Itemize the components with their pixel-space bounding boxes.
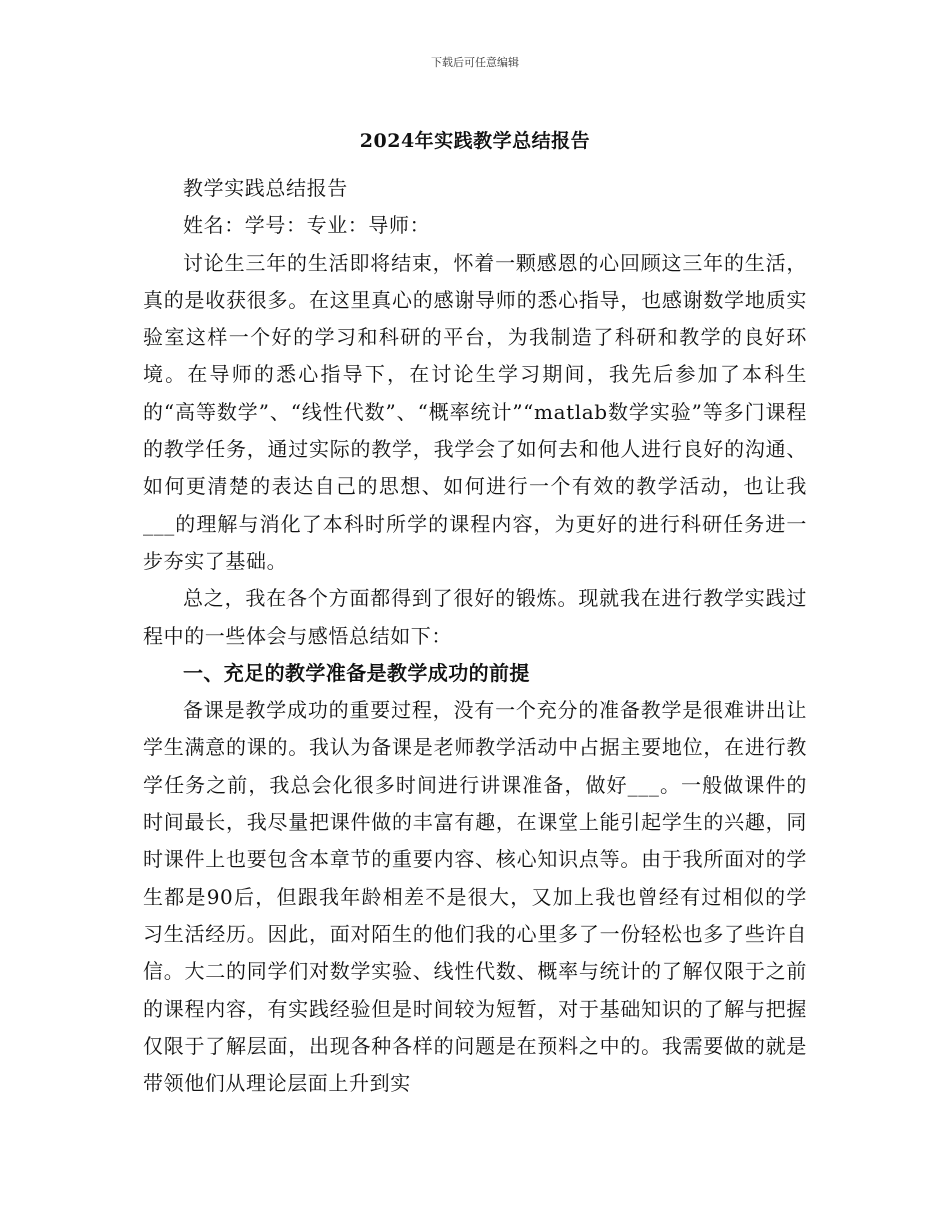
document-title: 2024年实践教学总结报告 xyxy=(359,130,591,152)
paragraph-introduction: 讨论生三年的生活即将结束，怀着一颗感恩的心回顾这三年的生活，真的是收获很多。在这里真心的感谢导师的悉心指导，也感谢数学地质实验室这样一个好的学习和科研的平台，为我制造了科研和教学的良好环境。在导师的悉心指导下，在讨论生学习期间，我先后参加了本科生的“高等数学”、“线性代数”、“概率统计”“matlab数学实验”等多门课程的教学任务，通过实际的教学，我学会了如何去和他人进行良好的沟通、如何更清楚的表达自己的思想、如何进行一个有效的教学活动，也让我___的理解与消化了本科时所学的课程内容，为更好的进行科研任务进一步夯实了基础。 xyxy=(143,250,807,573)
section-heading-preparation: 一、充足的教学准备是教学成功的前提 xyxy=(183,660,530,685)
paragraph-report-subtitle: 教学实践总结报告 xyxy=(183,176,348,200)
paragraph-lesson-preparation: 备课是教学成功的重要过程，没有一个充分的准备教学是很难讲出让学生满意的课的。我认为备课是老师教学活动中占据主要地位，在进行教学任务之前，我总会化很多时间进行讲课准备，做好___。一般做课件的时间最长，我尽量把课件做的丰富有趣，在课堂上能引起学生的兴趣，同时课件上也要包含本章节的重要内容、核心知识点等。由于我所面对的学生都是90后，但跟我年龄相差不是很大，又加上我也曾经有过相似的学习生活经历。因此，面对陌生的他们我的心里多了一份轻松也多了些许自信。大二的同学们对数学实验、线性代数、概率与统计的了解仅限于之前的课程内容，有实践经验但是时间较为短暂，对于基础知识的了解与把握仅限于了解层面，出现各种各样的问题是在预料之中的。我需要做的就是带领他们从理论层面上升到实 xyxy=(143,698,807,1096)
paragraph-student-info: 姓名：学号：专业：导师： xyxy=(183,213,431,238)
document-body xyxy=(143,170,807,1102)
page-header-note: 下载后可任意编辑 xyxy=(431,56,519,69)
paragraph-summary-lead: 总之，我在各个方面都得到了很好的锻炼。现就我在进行教学实践过程中的一些体会与感悟总结如下： xyxy=(143,586,807,648)
